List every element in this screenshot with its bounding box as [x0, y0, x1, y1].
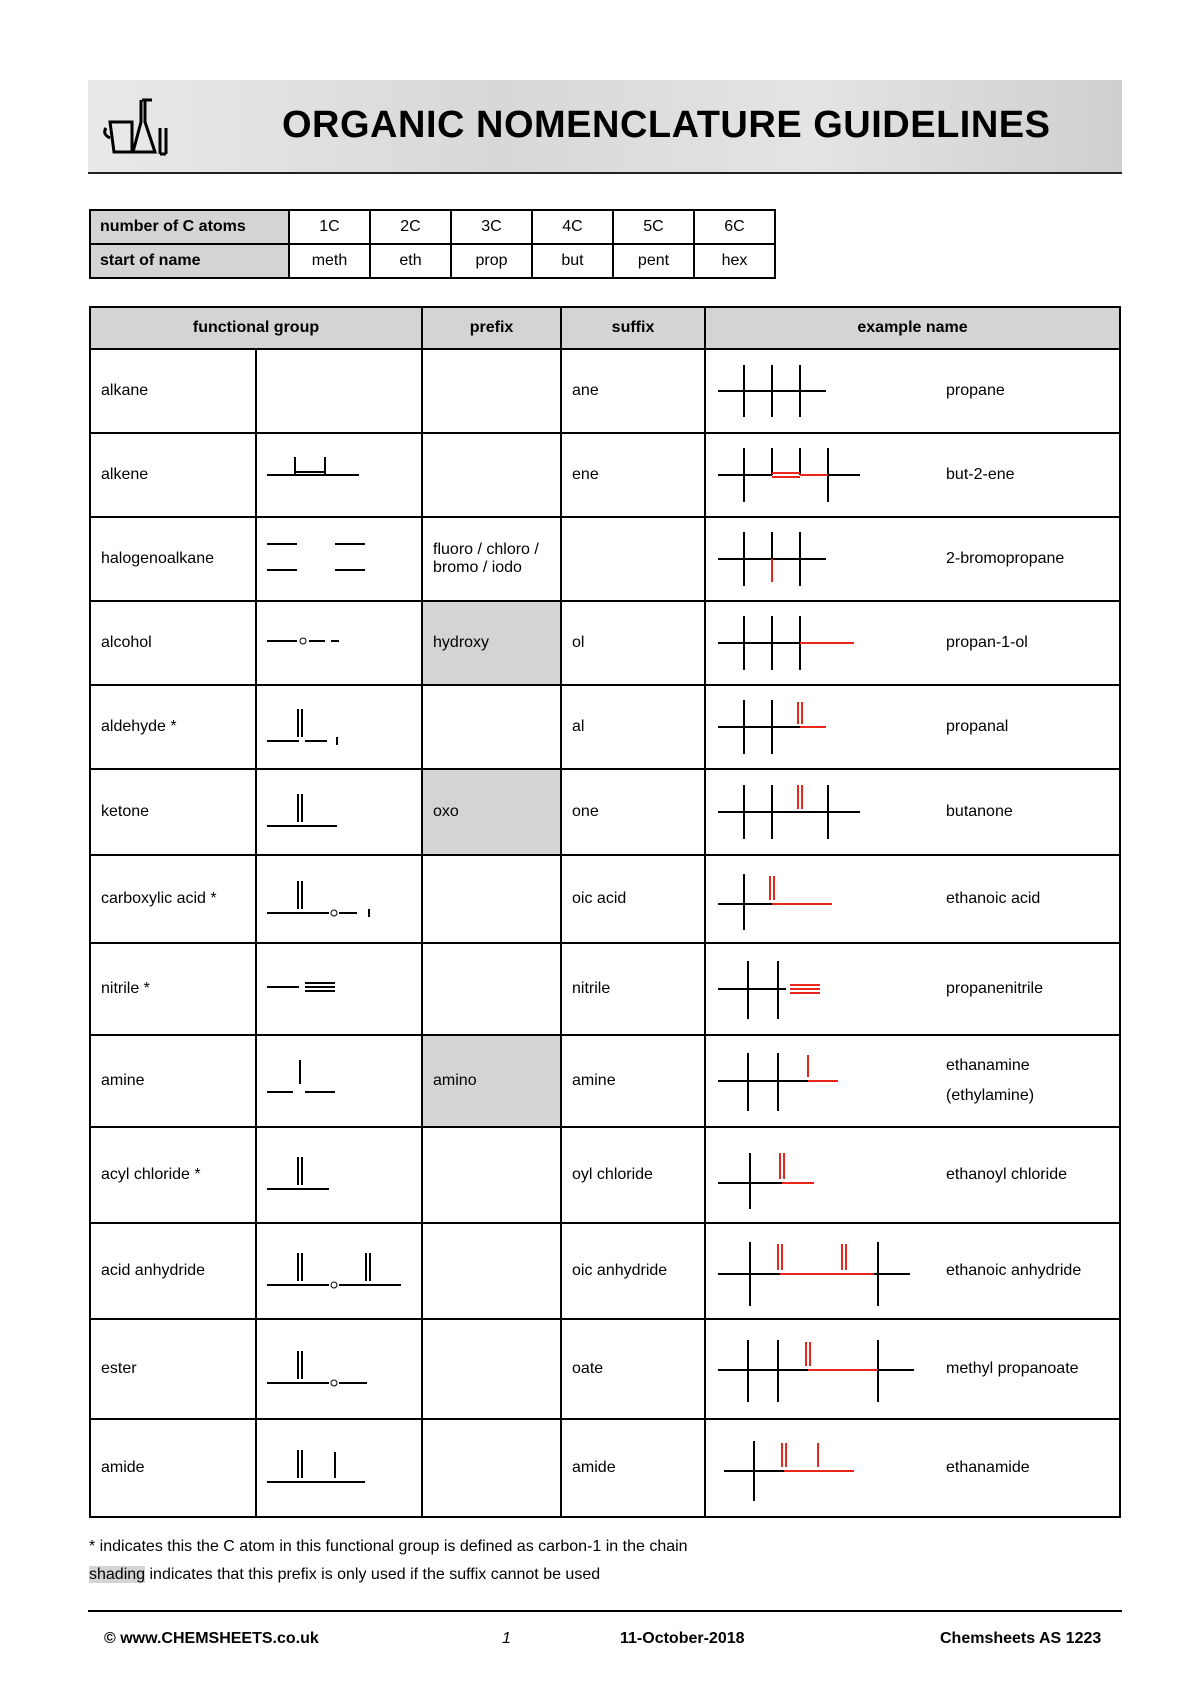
example-name: propanenitrile: [946, 980, 1043, 997]
structure-cell: [256, 1223, 422, 1319]
example-name-line1: ethanamine: [946, 1057, 1030, 1074]
suffix-cell: oic acid: [561, 855, 705, 943]
prefix-cell: [422, 349, 561, 433]
table-row: [90, 1035, 1120, 1127]
footnote-shading: [89, 1566, 600, 1584]
group-name: ester: [90, 1319, 256, 1419]
example-cell: [705, 685, 1120, 769]
group-name: acid anhydride: [90, 1223, 256, 1319]
footer-code: Chemsheets AS 1223: [940, 1630, 1102, 1647]
name-stem-cell: prop: [451, 244, 532, 278]
suffix-cell: ene: [561, 433, 705, 517]
example-cell: [705, 855, 1120, 943]
name-stem-row: [90, 244, 775, 278]
prefix-cell: [422, 433, 561, 517]
example-name: propane: [946, 382, 1005, 399]
carbon-count-cell: 5C: [613, 210, 694, 244]
prefix-cell: fluoro / chloro / bromo / iodo: [422, 517, 561, 601]
group-name: alcohol: [90, 601, 256, 685]
example-name: methyl propanoate: [946, 1360, 1079, 1377]
suffix-cell: amine: [561, 1035, 705, 1127]
nitrile-structure: [265, 977, 355, 997]
carbon-count-row: [90, 210, 775, 244]
example-cell: [705, 943, 1120, 1035]
header-suffix: suffix: [561, 307, 705, 349]
structure-cell: [256, 1419, 422, 1517]
functional-group-table: [89, 306, 1121, 1518]
butanone-structure: [714, 777, 864, 847]
group-name: alkene: [90, 433, 256, 517]
acyl-chloride-structure: [265, 1145, 365, 1201]
table-row: [90, 1223, 1120, 1319]
halogen-structures: [265, 532, 385, 582]
carboxyl-structure: [265, 869, 385, 925]
prefix-cell: [422, 943, 561, 1035]
suffix-cell: oyl chloride: [561, 1127, 705, 1223]
ethanamide-structure: [714, 1429, 864, 1507]
prefix-cell: hydroxy: [422, 601, 561, 685]
group-name: halogenoalkane: [90, 517, 256, 601]
prefix-cell: [422, 1319, 561, 1419]
structure-cell: [256, 769, 422, 855]
page-title: ORGANIC NOMENCLATURE GUIDELINES: [282, 104, 1051, 146]
example-cell: [705, 1419, 1120, 1517]
example-name: propan-1-ol: [946, 634, 1028, 651]
table-header-row: [90, 307, 1120, 349]
suffix-cell: al: [561, 685, 705, 769]
alkene-structure: [265, 453, 361, 493]
suffix-cell: ane: [561, 349, 705, 433]
name-stem-cell: hex: [694, 244, 775, 278]
amine-structure: [265, 1054, 365, 1104]
example-name: ethanoyl chloride: [946, 1166, 1067, 1183]
table-row: [90, 855, 1120, 943]
prefix-cell: amino: [422, 1035, 561, 1127]
structure-cell: [256, 685, 422, 769]
shading-text: indicates that this prefix is only used if the suffix cannot be used: [145, 1566, 601, 1583]
example-cell: [705, 1035, 1120, 1127]
ethanamine-structure: [714, 1045, 854, 1117]
but-2-ene-structure: [714, 442, 864, 508]
table-row: [90, 601, 1120, 685]
group-name: aldehyde *: [90, 685, 256, 769]
example-cell: [705, 1223, 1120, 1319]
structure-cell: [256, 1319, 422, 1419]
carbon-count-cell: 6C: [694, 210, 775, 244]
example-name: ethanoic anhydride: [946, 1262, 1082, 1279]
suffix-cell: amide: [561, 1419, 705, 1517]
header-prefix: prefix: [422, 307, 561, 349]
table-row: [90, 433, 1120, 517]
table-row: [90, 1419, 1120, 1517]
prefix-cell: [422, 1223, 561, 1319]
example-name: but-2-ene: [946, 466, 1015, 483]
methyl-propanoate-structure: [714, 1330, 924, 1408]
hydroxyl-structure: [265, 631, 355, 651]
table-row: [90, 1127, 1120, 1223]
header-functional-group: functional group: [90, 307, 422, 349]
suffix-cell: one: [561, 769, 705, 855]
carbon-count-cell: 2C: [370, 210, 451, 244]
row-label: number of C atoms: [90, 210, 289, 244]
structure-cell: [256, 517, 422, 601]
structure-cell: [256, 943, 422, 1035]
footer-date: 11-October-2018: [620, 1630, 745, 1647]
example-name: 2-bromopropane: [946, 550, 1065, 567]
name-stem-cell: but: [532, 244, 613, 278]
structure-cell: [256, 1035, 422, 1127]
propane-structure: [714, 359, 834, 423]
prefix-cell: oxo: [422, 769, 561, 855]
group-name: carboxylic acid *: [90, 855, 256, 943]
example-name-line2: (ethylamine): [946, 1087, 1035, 1104]
name-stem-cell: pent: [613, 244, 694, 278]
carbon-count-cell: 1C: [289, 210, 370, 244]
group-name: ketone: [90, 769, 256, 855]
example-cell: [705, 769, 1120, 855]
group-name: alkane: [90, 349, 256, 433]
footer-page-number: 1: [502, 1630, 511, 1647]
footnote-star: * indicates this the C atom in this functional group is defined as carbon-1 in the chain: [89, 1538, 688, 1555]
propanenitrile-structure: [714, 953, 854, 1025]
table-row: [90, 517, 1120, 601]
structure-cell: [256, 601, 422, 685]
example-cell: [705, 433, 1120, 517]
ethanoic-acid-structure: [714, 864, 844, 934]
carbon-count-table: [89, 209, 776, 279]
suffix-cell: ol: [561, 601, 705, 685]
shading-word: shading: [89, 1566, 146, 1583]
suffix-cell: nitrile: [561, 943, 705, 1035]
example-cell: [705, 517, 1120, 601]
anhydride-structure: [265, 1241, 405, 1297]
prefix-cell: [422, 685, 561, 769]
structure-cell: [256, 855, 422, 943]
group-name: amine: [90, 1035, 256, 1127]
example-cell: [705, 1127, 1120, 1223]
ethanoic-anhydride-structure: [714, 1234, 914, 1308]
group-name: nitrile *: [90, 943, 256, 1035]
table-row: [90, 1319, 1120, 1419]
example-name: butanone: [946, 803, 1013, 820]
structure-cell: [256, 349, 422, 433]
suffix-cell: oic anhydride: [561, 1223, 705, 1319]
table-row: [90, 349, 1120, 433]
name-stem-cell: meth: [289, 244, 370, 278]
ethanoyl-chloride-structure: [714, 1139, 844, 1211]
ketone-structure: [265, 782, 355, 838]
propan-1-ol-structure: [714, 610, 864, 676]
name-stem-cell: eth: [370, 244, 451, 278]
aldehyde-structure: [265, 697, 355, 753]
example-cell: [705, 349, 1120, 433]
page-header: [88, 80, 1122, 174]
ester-structure: [265, 1339, 375, 1395]
example-cell: [705, 1319, 1120, 1419]
row-label: start of name: [90, 244, 289, 278]
carbon-count-cell: 3C: [451, 210, 532, 244]
table-row: [90, 685, 1120, 769]
example-name: ethanoic acid: [946, 890, 1041, 907]
2-bromopropane-structure: [714, 526, 834, 592]
example-cell: [705, 601, 1120, 685]
group-name: amide: [90, 1419, 256, 1517]
structure-cell: [256, 1127, 422, 1223]
propanal-structure: [714, 694, 844, 760]
amide-structure: [265, 1438, 385, 1494]
group-name: acyl chloride *: [90, 1127, 256, 1223]
header-example: example name: [705, 307, 1120, 349]
example-name: ethanamide: [946, 1459, 1030, 1476]
prefix-cell: [422, 1127, 561, 1223]
prefix-cell: [422, 1419, 561, 1517]
suffix-cell: [561, 517, 705, 601]
footer-website: © www.CHEMSHEETS.co.uk: [104, 1630, 319, 1647]
example-name: propanal: [946, 718, 1009, 735]
carbon-count-cell: 4C: [532, 210, 613, 244]
example-name: [946, 1051, 1034, 1111]
table-row: [90, 769, 1120, 855]
footer-divider: [88, 1610, 1122, 1612]
table-row: [90, 943, 1120, 1035]
suffix-cell: oate: [561, 1319, 705, 1419]
structure-cell: [256, 433, 422, 517]
prefix-cell: [422, 855, 561, 943]
lab-glassware-icon: [102, 92, 172, 162]
